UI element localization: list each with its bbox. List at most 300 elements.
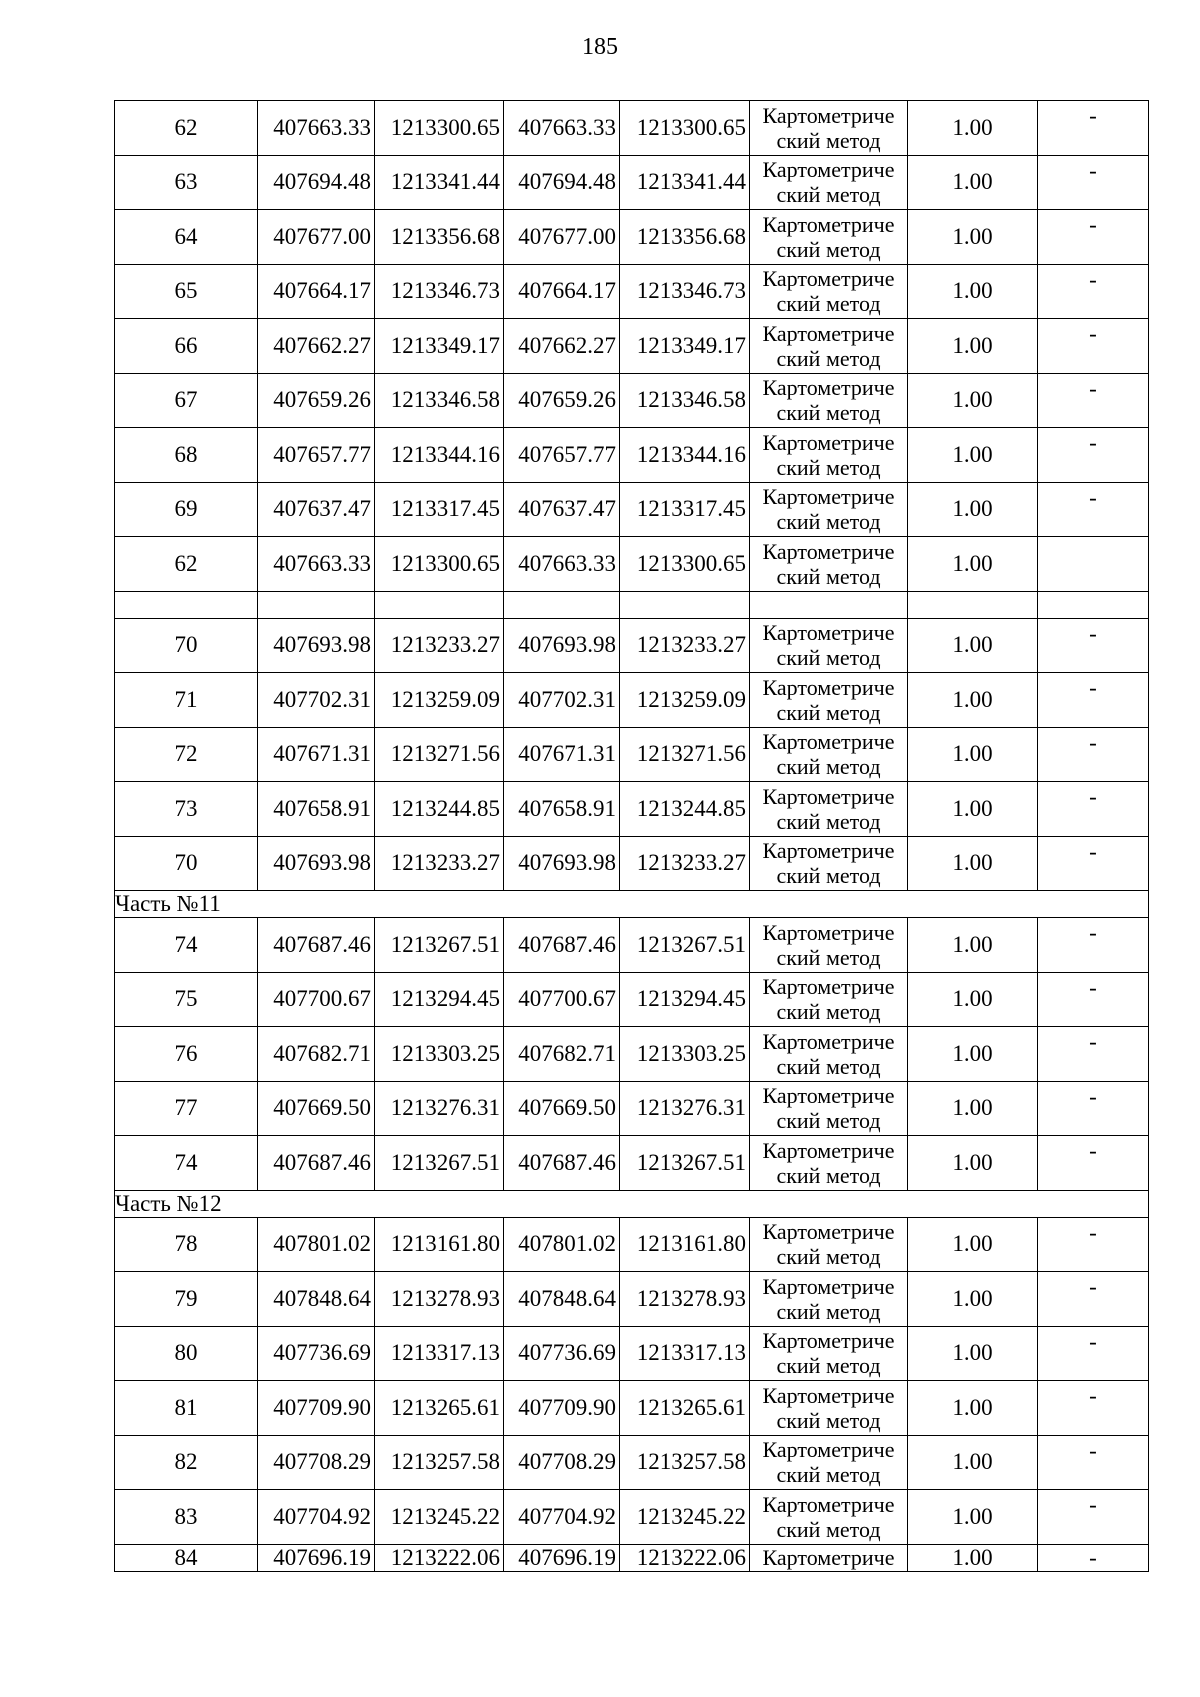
accuracy-value: 1.00 <box>908 1272 1038 1327</box>
empty-cell <box>504 591 620 618</box>
point-number: 75 <box>115 972 258 1027</box>
accuracy-value: 1.00 <box>908 1435 1038 1490</box>
y-coordinate-alt: 1213222.06 <box>620 1544 750 1571</box>
method-line-1: Картометриче <box>762 320 895 346</box>
method-line-2: ский метод <box>776 127 881 153</box>
y-coordinate-alt: 1213346.58 <box>620 373 750 428</box>
method-line-1: Картометриче <box>762 538 895 564</box>
method-cell <box>750 1381 908 1436</box>
y-coordinate-alt: 1213300.65 <box>620 101 750 156</box>
x-coordinate: 407663.33 <box>258 101 375 156</box>
method-line-2: ский метод <box>776 1162 881 1188</box>
method-line-1: Картометриче <box>762 102 895 128</box>
method-line-1: Картометриче <box>762 1137 895 1163</box>
method-cell <box>750 1081 908 1136</box>
x-coordinate-alt: 407687.46 <box>504 1136 620 1191</box>
method-line-2: ский метод <box>776 808 881 834</box>
table-row <box>115 319 1149 374</box>
point-number: 68 <box>115 428 258 483</box>
y-coordinate: 1213294.45 <box>375 972 504 1027</box>
method-line-2: ский метод <box>776 1516 881 1542</box>
table-row <box>115 155 1149 210</box>
x-coordinate-alt: 407659.26 <box>504 373 620 428</box>
y-coordinate: 1213265.61 <box>375 1381 504 1436</box>
note-cell: - <box>1038 264 1149 319</box>
y-coordinate-alt: 1213276.31 <box>620 1081 750 1136</box>
table-row <box>115 428 1149 483</box>
point-number: 70 <box>115 618 258 673</box>
point-number: 72 <box>115 727 258 782</box>
method-cell <box>750 972 908 1027</box>
accuracy-value: 1.00 <box>908 319 1038 374</box>
method-line-2: ский метод <box>776 509 881 535</box>
empty-cell <box>908 591 1038 618</box>
note-cell: - <box>1038 155 1149 210</box>
coordinates-table <box>114 100 1149 1572</box>
method-line-1: Картометриче <box>762 1328 895 1354</box>
note-cell: - <box>1038 1544 1149 1571</box>
y-coordinate-alt: 1213341.44 <box>620 155 750 210</box>
note-cell: - <box>1038 210 1149 265</box>
y-coordinate: 1213300.65 <box>375 101 504 156</box>
method-line-1: Картометриче <box>762 157 895 183</box>
note-cell: - <box>1038 482 1149 537</box>
method-line-2: ский метод <box>776 454 881 480</box>
y-coordinate: 1213356.68 <box>375 210 504 265</box>
method-cell <box>750 727 908 782</box>
point-number: 80 <box>115 1326 258 1381</box>
y-coordinate-alt: 1213265.61 <box>620 1381 750 1436</box>
y-coordinate: 1213346.73 <box>375 264 504 319</box>
method-cell <box>750 1544 908 1571</box>
accuracy-value: 1.00 <box>908 782 1038 837</box>
method-line-2: ский метод <box>776 1298 881 1324</box>
x-coordinate: 407659.26 <box>258 373 375 428</box>
method-line-2: ский метод <box>776 1053 881 1079</box>
note-cell: - <box>1038 319 1149 374</box>
x-coordinate-alt: 407664.17 <box>504 264 620 319</box>
method-line-1: Картометриче <box>762 674 895 700</box>
method-cell <box>750 210 908 265</box>
table-row <box>115 727 1149 782</box>
y-coordinate: 1213300.65 <box>375 537 504 592</box>
x-coordinate-alt: 407704.92 <box>504 1490 620 1545</box>
x-coordinate: 407702.31 <box>258 673 375 728</box>
x-coordinate: 407709.90 <box>258 1381 375 1436</box>
x-coordinate: 407657.77 <box>258 428 375 483</box>
x-coordinate-alt: 407669.50 <box>504 1081 620 1136</box>
empty-cell <box>258 591 375 618</box>
accuracy-value: 1.00 <box>908 1136 1038 1191</box>
y-coordinate: 1213233.27 <box>375 836 504 891</box>
accuracy-value: 1.00 <box>908 1326 1038 1381</box>
y-coordinate: 1213278.93 <box>375 1272 504 1327</box>
y-coordinate: 1213271.56 <box>375 727 504 782</box>
point-number: 84 <box>115 1544 258 1571</box>
method-line-1: Картометриче <box>762 919 895 945</box>
accuracy-value: 1.00 <box>908 210 1038 265</box>
method-line-2: ский метод <box>776 1407 881 1433</box>
accuracy-value: 1.00 <box>908 1381 1038 1436</box>
y-coordinate-alt: 1213271.56 <box>620 727 750 782</box>
x-coordinate-alt: 407671.31 <box>504 727 620 782</box>
note-cell: - <box>1038 1217 1149 1272</box>
y-coordinate-alt: 1213278.93 <box>620 1272 750 1327</box>
method-cell <box>750 836 908 891</box>
accuracy-value: 1.00 <box>908 537 1038 592</box>
table-row <box>115 1326 1149 1381</box>
y-coordinate-alt: 1213244.85 <box>620 782 750 837</box>
x-coordinate: 407664.17 <box>258 264 375 319</box>
y-coordinate: 1213344.16 <box>375 428 504 483</box>
table-row <box>115 1027 1149 1082</box>
accuracy-value: 1.00 <box>908 836 1038 891</box>
x-coordinate-alt: 407637.47 <box>504 482 620 537</box>
point-number: 63 <box>115 155 258 210</box>
accuracy-value: 1.00 <box>908 972 1038 1027</box>
method-line-1: Картометриче <box>762 1083 895 1109</box>
x-coordinate-alt: 407696.19 <box>504 1544 620 1571</box>
point-number: 76 <box>115 1027 258 1082</box>
x-coordinate: 407687.46 <box>258 1136 375 1191</box>
method-line-1: Картометриче <box>762 484 895 510</box>
y-coordinate-alt: 1213267.51 <box>620 1136 750 1191</box>
y-coordinate: 1213276.31 <box>375 1081 504 1136</box>
x-coordinate: 407693.98 <box>258 836 375 891</box>
note-cell: - <box>1038 972 1149 1027</box>
note-cell <box>1038 537 1149 592</box>
table-row <box>115 1081 1149 1136</box>
point-number: 71 <box>115 673 258 728</box>
x-coordinate: 407693.98 <box>258 618 375 673</box>
point-number: 67 <box>115 373 258 428</box>
note-cell: - <box>1038 373 1149 428</box>
y-coordinate: 1213317.45 <box>375 482 504 537</box>
accuracy-value: 1.00 <box>908 618 1038 673</box>
method-cell <box>750 373 908 428</box>
method-line-1: Картометриче <box>762 838 895 864</box>
method-cell <box>750 1435 908 1490</box>
x-coordinate: 407669.50 <box>258 1081 375 1136</box>
x-coordinate-alt: 407662.27 <box>504 319 620 374</box>
x-coordinate-alt: 407700.67 <box>504 972 620 1027</box>
y-coordinate-alt: 1213317.45 <box>620 482 750 537</box>
note-cell: - <box>1038 1272 1149 1327</box>
y-coordinate: 1213303.25 <box>375 1027 504 1082</box>
y-coordinate-alt: 1213161.80 <box>620 1217 750 1272</box>
table-row <box>115 972 1149 1027</box>
method-cell <box>750 537 908 592</box>
x-coordinate: 407663.33 <box>258 537 375 592</box>
method-line-2: ский метод <box>776 563 881 589</box>
table-row <box>115 1217 1149 1272</box>
table-row <box>115 537 1149 592</box>
method-line-2: ский метод <box>776 182 881 208</box>
accuracy-value: 1.00 <box>908 373 1038 428</box>
empty-cell <box>620 591 750 618</box>
y-coordinate: 1213346.58 <box>375 373 504 428</box>
x-coordinate: 407708.29 <box>258 1435 375 1490</box>
x-coordinate-alt: 407693.98 <box>504 618 620 673</box>
table-row <box>115 782 1149 837</box>
table-row <box>115 1381 1149 1436</box>
method-cell <box>750 482 908 537</box>
y-coordinate-alt: 1213259.09 <box>620 673 750 728</box>
x-coordinate: 407637.47 <box>258 482 375 537</box>
point-number: 66 <box>115 319 258 374</box>
method-cell <box>750 618 908 673</box>
method-line-1: Картометриче <box>762 266 895 292</box>
x-coordinate-alt: 407801.02 <box>504 1217 620 1272</box>
method-line-2: ский метод <box>776 863 881 889</box>
table-row <box>115 1435 1149 1490</box>
accuracy-value: 1.00 <box>908 264 1038 319</box>
section-title: Часть №12 <box>115 1190 1149 1217</box>
x-coordinate-alt: 407657.77 <box>504 428 620 483</box>
note-cell: - <box>1038 1381 1149 1436</box>
blank-separator-row <box>115 591 1149 618</box>
x-coordinate: 407700.67 <box>258 972 375 1027</box>
method-line-2: ский метод <box>776 1244 881 1270</box>
note-cell: - <box>1038 918 1149 973</box>
table-row <box>115 1490 1149 1545</box>
point-number: 64 <box>115 210 258 265</box>
y-coordinate: 1213341.44 <box>375 155 504 210</box>
method-line-2: ский метод <box>776 999 881 1025</box>
method-cell <box>750 673 908 728</box>
method-line-2: ский метод <box>776 345 881 371</box>
note-cell: - <box>1038 618 1149 673</box>
method-line-1: Картометриче <box>762 1544 895 1570</box>
method-line-1: Картометриче <box>762 211 895 237</box>
accuracy-value: 1.00 <box>908 673 1038 728</box>
method-line-1: Картометриче <box>762 1273 895 1299</box>
x-coordinate: 407694.48 <box>258 155 375 210</box>
table-row <box>115 210 1149 265</box>
accuracy-value: 1.00 <box>908 1544 1038 1571</box>
y-coordinate: 1213349.17 <box>375 319 504 374</box>
method-cell <box>750 264 908 319</box>
x-coordinate-alt: 407693.98 <box>504 836 620 891</box>
x-coordinate: 407658.91 <box>258 782 375 837</box>
table-row <box>115 618 1149 673</box>
table-row <box>115 1544 1149 1571</box>
y-coordinate-alt: 1213349.17 <box>620 319 750 374</box>
table-row <box>115 1272 1149 1327</box>
x-coordinate-alt: 407677.00 <box>504 210 620 265</box>
accuracy-value: 1.00 <box>908 482 1038 537</box>
x-coordinate-alt: 407848.64 <box>504 1272 620 1327</box>
table-row <box>115 1136 1149 1191</box>
note-cell: - <box>1038 1136 1149 1191</box>
empty-cell <box>115 591 258 618</box>
method-line-1: Картометриче <box>762 1219 895 1245</box>
y-coordinate-alt: 1213346.73 <box>620 264 750 319</box>
method-line-1: Картометриче <box>762 620 895 646</box>
point-number: 81 <box>115 1381 258 1436</box>
method-line-1: Картометриче <box>762 1437 895 1463</box>
x-coordinate: 407682.71 <box>258 1027 375 1082</box>
note-cell: - <box>1038 782 1149 837</box>
method-line-1: Картометриче <box>762 974 895 1000</box>
note-cell: - <box>1038 428 1149 483</box>
x-coordinate-alt: 407663.33 <box>504 537 620 592</box>
accuracy-value: 1.00 <box>908 727 1038 782</box>
accuracy-value: 1.00 <box>908 155 1038 210</box>
y-coordinate: 1213257.58 <box>375 1435 504 1490</box>
table-row <box>115 373 1149 428</box>
accuracy-value: 1.00 <box>908 1081 1038 1136</box>
point-number: 82 <box>115 1435 258 1490</box>
empty-cell <box>1038 591 1149 618</box>
method-line-2: ский метод <box>776 645 881 671</box>
note-cell: - <box>1038 1490 1149 1545</box>
point-number: 62 <box>115 101 258 156</box>
empty-cell <box>375 591 504 618</box>
point-number: 69 <box>115 482 258 537</box>
x-coordinate: 407671.31 <box>258 727 375 782</box>
point-number: 73 <box>115 782 258 837</box>
method-cell <box>750 782 908 837</box>
method-line-1: Картометриче <box>762 375 895 401</box>
point-number: 62 <box>115 537 258 592</box>
method-line-1: Картометриче <box>762 1382 895 1408</box>
method-cell <box>750 1217 908 1272</box>
method-line-1: Картометриче <box>762 1491 895 1517</box>
method-cell <box>750 1326 908 1381</box>
method-line-2: ский метод <box>776 236 881 262</box>
note-cell: - <box>1038 1027 1149 1082</box>
y-coordinate: 1213259.09 <box>375 673 504 728</box>
x-coordinate-alt: 407708.29 <box>504 1435 620 1490</box>
point-number: 70 <box>115 836 258 891</box>
y-coordinate: 1213244.85 <box>375 782 504 837</box>
y-coordinate: 1213222.06 <box>375 1544 504 1571</box>
note-cell: - <box>1038 673 1149 728</box>
method-line-2: ский метод <box>776 1462 881 1488</box>
table-row <box>115 918 1149 973</box>
x-coordinate-alt: 407694.48 <box>504 155 620 210</box>
method-line-1: Картометриче <box>762 429 895 455</box>
y-coordinate: 1213267.51 <box>375 918 504 973</box>
x-coordinate-alt: 407663.33 <box>504 101 620 156</box>
page-number: 185 <box>582 34 618 60</box>
y-coordinate: 1213233.27 <box>375 618 504 673</box>
note-cell: - <box>1038 727 1149 782</box>
x-coordinate: 407848.64 <box>258 1272 375 1327</box>
table-row <box>115 836 1149 891</box>
accuracy-value: 1.00 <box>908 101 1038 156</box>
y-coordinate-alt: 1213300.65 <box>620 537 750 592</box>
point-number: 79 <box>115 1272 258 1327</box>
method-line-1: Картометриче <box>762 783 895 809</box>
x-coordinate-alt: 407682.71 <box>504 1027 620 1082</box>
method-cell <box>750 1027 908 1082</box>
x-coordinate: 407662.27 <box>258 319 375 374</box>
y-coordinate: 1213317.13 <box>375 1326 504 1381</box>
section-header-row <box>115 891 1149 918</box>
point-number: 74 <box>115 918 258 973</box>
y-coordinate-alt: 1213317.13 <box>620 1326 750 1381</box>
point-number: 78 <box>115 1217 258 1272</box>
y-coordinate: 1213161.80 <box>375 1217 504 1272</box>
y-coordinate-alt: 1213303.25 <box>620 1027 750 1082</box>
method-line-2: ский метод <box>776 754 881 780</box>
accuracy-value: 1.00 <box>908 1217 1038 1272</box>
method-line-2: ский метод <box>776 291 881 317</box>
x-coordinate-alt: 407709.90 <box>504 1381 620 1436</box>
x-coordinate-alt: 407658.91 <box>504 782 620 837</box>
table-row <box>115 673 1149 728</box>
method-line-2: ский метод <box>776 1108 881 1134</box>
method-cell <box>750 1490 908 1545</box>
table-row <box>115 101 1149 156</box>
x-coordinate: 407677.00 <box>258 210 375 265</box>
accuracy-value: 1.00 <box>908 1027 1038 1082</box>
y-coordinate-alt: 1213233.27 <box>620 618 750 673</box>
method-cell <box>750 101 908 156</box>
point-number: 83 <box>115 1490 258 1545</box>
method-cell <box>750 428 908 483</box>
table-row <box>115 264 1149 319</box>
y-coordinate-alt: 1213267.51 <box>620 918 750 973</box>
note-cell: - <box>1038 1435 1149 1490</box>
y-coordinate-alt: 1213257.58 <box>620 1435 750 1490</box>
y-coordinate: 1213267.51 <box>375 1136 504 1191</box>
x-coordinate-alt: 407736.69 <box>504 1326 620 1381</box>
empty-cell <box>750 591 908 618</box>
x-coordinate-alt: 407687.46 <box>504 918 620 973</box>
point-number: 77 <box>115 1081 258 1136</box>
method-cell <box>750 319 908 374</box>
y-coordinate-alt: 1213294.45 <box>620 972 750 1027</box>
note-cell: - <box>1038 836 1149 891</box>
note-cell: - <box>1038 1081 1149 1136</box>
table-row <box>115 482 1149 537</box>
method-line-2: ский метод <box>776 400 881 426</box>
note-cell: - <box>1038 1326 1149 1381</box>
x-coordinate: 407696.19 <box>258 1544 375 1571</box>
method-cell <box>750 918 908 973</box>
note-cell: - <box>1038 101 1149 156</box>
accuracy-value: 1.00 <box>908 428 1038 483</box>
x-coordinate: 407801.02 <box>258 1217 375 1272</box>
method-line-1: Картометриче <box>762 1028 895 1054</box>
method-line-2: ский метод <box>776 944 881 970</box>
point-number: 65 <box>115 264 258 319</box>
section-header-row <box>115 1190 1149 1217</box>
method-cell <box>750 1272 908 1327</box>
y-coordinate-alt: 1213233.27 <box>620 836 750 891</box>
section-title: Часть №11 <box>115 891 1149 918</box>
method-line-1: Картометриче <box>762 729 895 755</box>
accuracy-value: 1.00 <box>908 918 1038 973</box>
y-coordinate: 1213245.22 <box>375 1490 504 1545</box>
y-coordinate-alt: 1213344.16 <box>620 428 750 483</box>
method-cell <box>750 155 908 210</box>
y-coordinate-alt: 1213245.22 <box>620 1490 750 1545</box>
x-coordinate: 407736.69 <box>258 1326 375 1381</box>
point-number: 74 <box>115 1136 258 1191</box>
x-coordinate: 407704.92 <box>258 1490 375 1545</box>
x-coordinate-alt: 407702.31 <box>504 673 620 728</box>
accuracy-value: 1.00 <box>908 1490 1038 1545</box>
y-coordinate-alt: 1213356.68 <box>620 210 750 265</box>
method-line-2: ский метод <box>776 1353 881 1379</box>
table-body <box>115 101 1149 1572</box>
method-line-2: ский метод <box>776 699 881 725</box>
x-coordinate: 407687.46 <box>258 918 375 973</box>
